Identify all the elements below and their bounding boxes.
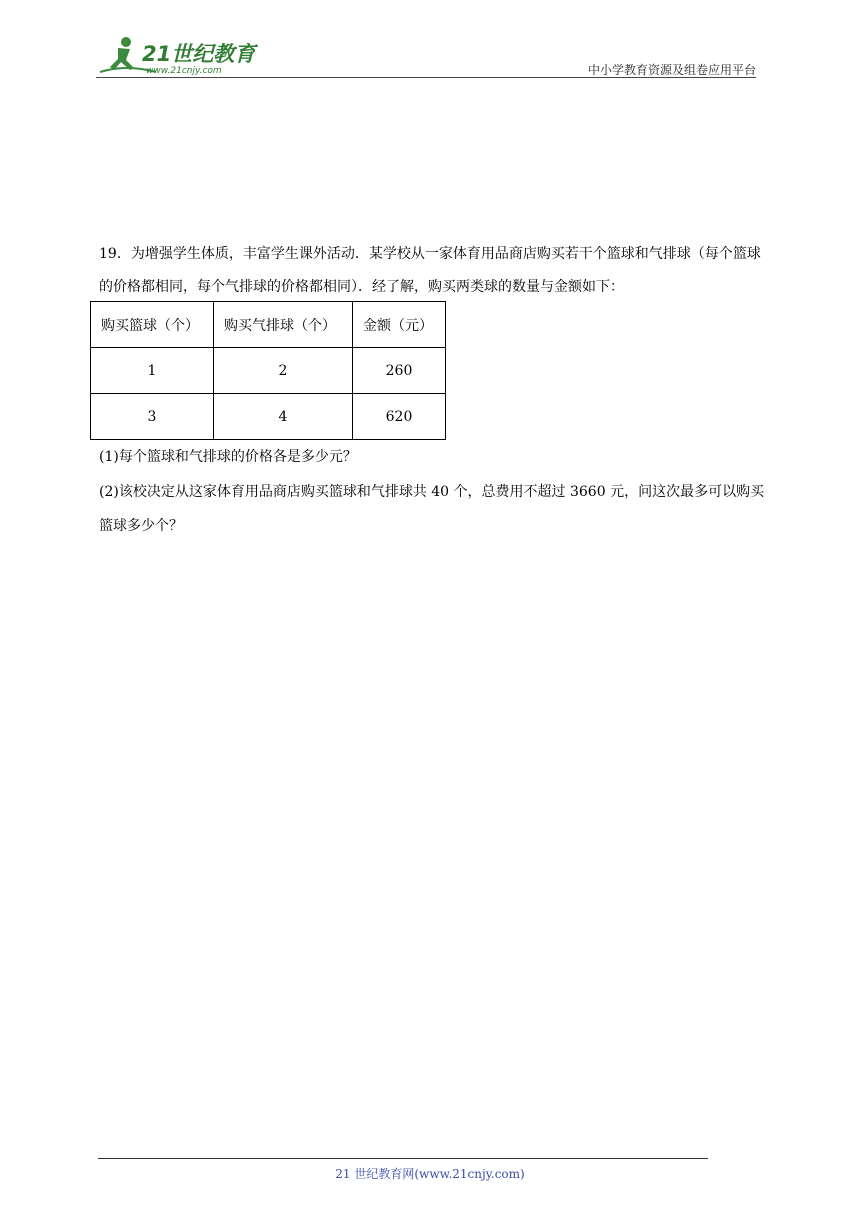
header-volleyball: 购买气排球（个）	[214, 302, 353, 348]
question-intro: 19．为增强学生体质，丰富学生课外活动．某学校从一家体育用品商店购买若干个篮球和气排球（每个篮球的价格都相同，每个气排球的价格都相同）．经了解，购买两类球的数量与金额如下：	[99, 246, 761, 295]
table-cell: 1	[91, 348, 214, 394]
footer-divider	[98, 1158, 708, 1159]
platform-name: 中小学教育资源及组卷应用平台	[587, 63, 756, 77]
footer-text: 21 世纪教育网(www.21cnjy.com)	[335, 1167, 525, 1181]
table-cell: 260	[353, 348, 446, 394]
table-row	[91, 348, 446, 394]
header-divider	[96, 77, 756, 78]
header-basketball: 购买篮球（个）	[91, 302, 214, 348]
question-19	[99, 238, 765, 304]
table-cell: 2	[214, 348, 353, 394]
logo-text: 21世纪教育	[142, 42, 256, 66]
question-part-2: (2)该校决定从这家体育用品商店购买篮球和气排球共 40 个，总费用不超过 3660 元，问这次最多可以购买篮球多少个？	[99, 484, 765, 534]
table-cell: 620	[353, 394, 446, 440]
purchase-table	[90, 301, 446, 440]
question-part-1: (1)每个篮球和气排球的价格各是多少元？	[99, 449, 357, 465]
table-header-row	[91, 302, 446, 348]
header-amount: 金额（元）	[353, 302, 446, 348]
site-logo	[96, 34, 266, 78]
table-cell: 3	[91, 394, 214, 440]
logo-url: www.21cnjy.com	[146, 66, 222, 76]
table-cell: 4	[214, 394, 353, 440]
table-row	[91, 394, 446, 440]
